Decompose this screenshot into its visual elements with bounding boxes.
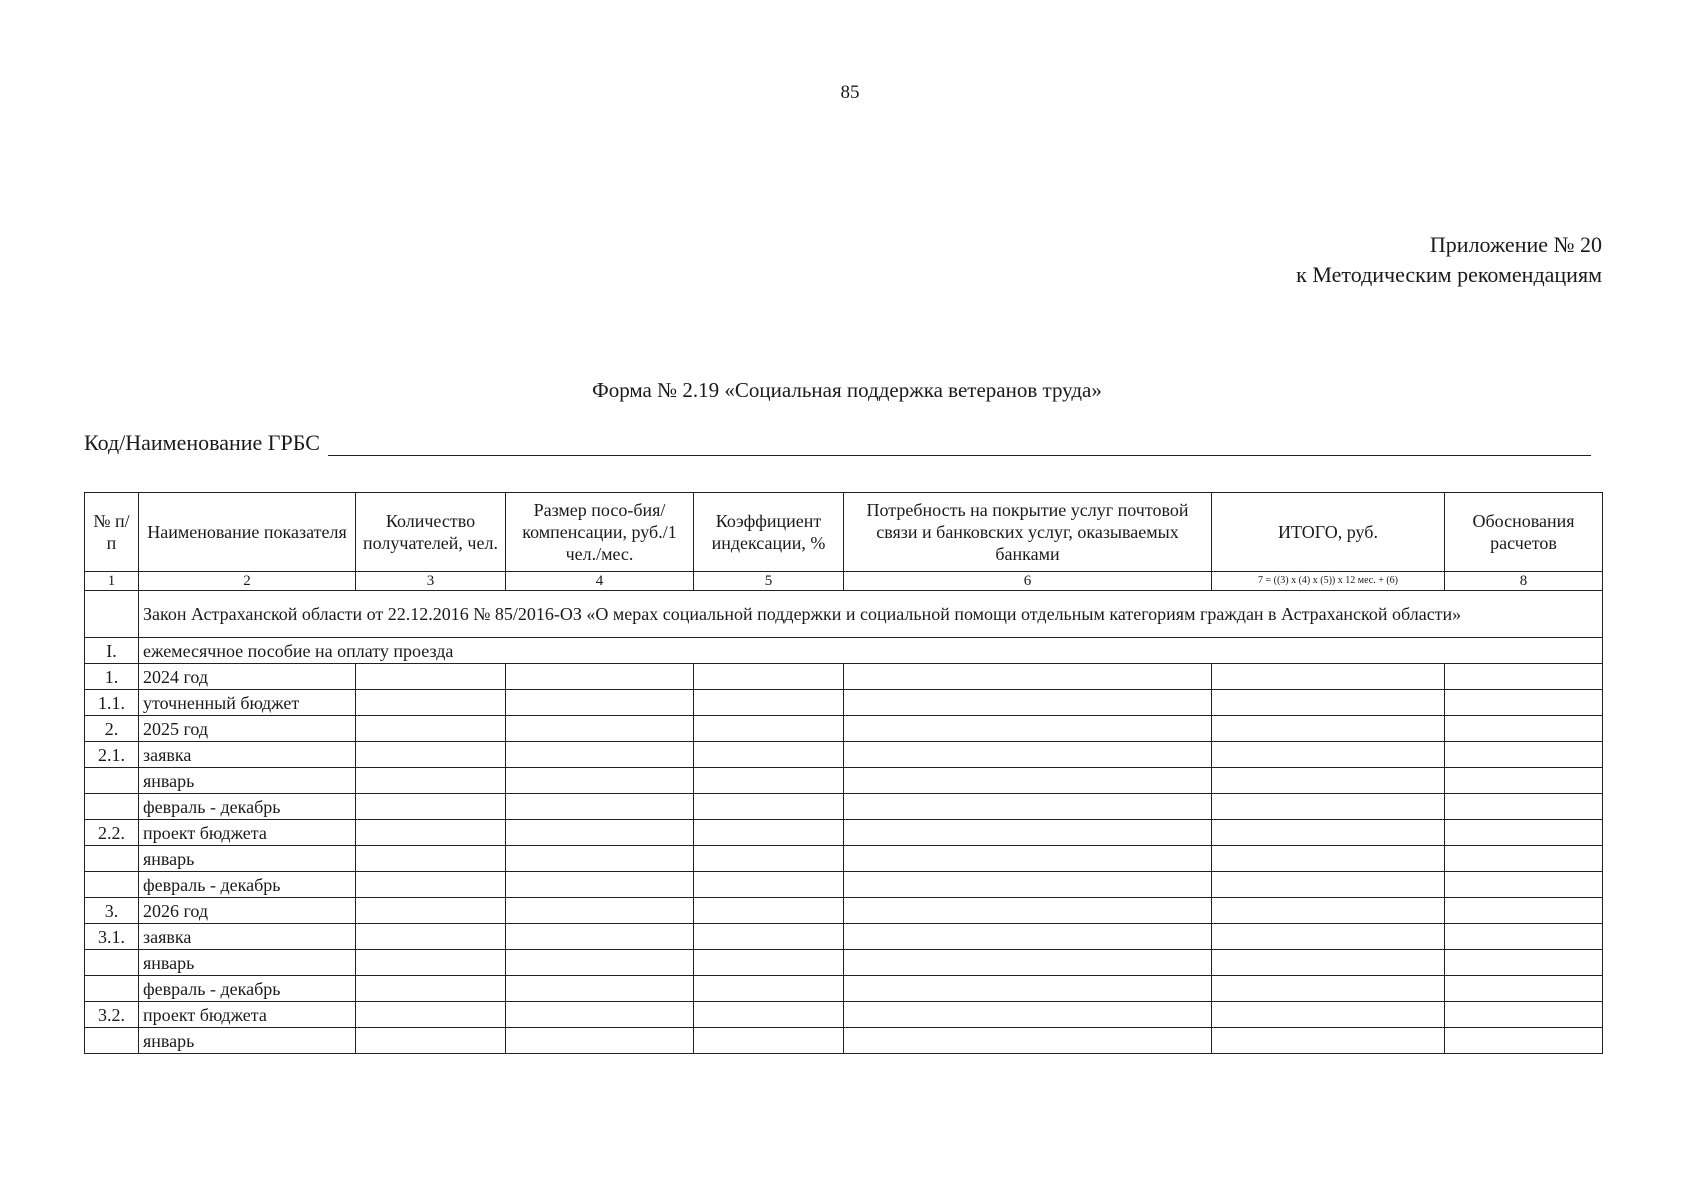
empty-value-cell <box>1212 846 1445 872</box>
row-number: 2. <box>85 716 139 742</box>
empty-value-cell <box>356 1002 506 1028</box>
table-row <box>85 742 1603 768</box>
form-title: Форма № 2.19 «Социальная поддержка ветеранов труда» <box>592 378 1102 402</box>
row-number <box>85 950 139 976</box>
row-number: 3. <box>85 898 139 924</box>
row-number <box>85 1028 139 1054</box>
empty-value-cell <box>356 976 506 1002</box>
row-label: январь <box>139 846 356 872</box>
row-number: 2.2. <box>85 820 139 846</box>
empty-value-cell <box>844 742 1212 768</box>
empty-value-cell <box>844 794 1212 820</box>
table-row <box>85 1028 1603 1054</box>
empty-value-cell <box>506 690 694 716</box>
empty-value-cell <box>506 976 694 1002</box>
empty-value-cell <box>1445 1028 1603 1054</box>
empty-value-cell <box>844 898 1212 924</box>
empty-value-cell <box>1212 1028 1445 1054</box>
row-label: заявка <box>139 924 356 950</box>
empty-value-cell <box>506 742 694 768</box>
grbs-field <box>84 430 1591 456</box>
header-cell: Количество получателей, чел. <box>356 493 506 572</box>
row-label: февраль - декабрь <box>139 872 356 898</box>
table-row <box>85 924 1603 950</box>
empty-value-cell <box>1212 1002 1445 1028</box>
empty-value-cell <box>844 1002 1212 1028</box>
row-number <box>85 872 139 898</box>
table-row <box>85 794 1603 820</box>
header-cell: Размер посо-бия/компенсации, руб./1 чел./мес. <box>506 493 694 572</box>
empty-value-cell <box>844 976 1212 1002</box>
empty-value-cell <box>506 1002 694 1028</box>
table-row <box>85 716 1603 742</box>
row-label: февраль - декабрь <box>139 794 356 820</box>
empty-value-cell <box>356 1028 506 1054</box>
table-row <box>85 950 1603 976</box>
empty-value-cell <box>1445 1002 1603 1028</box>
table-row <box>85 690 1603 716</box>
empty-value-cell <box>844 664 1212 690</box>
row-label: 2024 год <box>139 664 356 690</box>
header-cell: Наименование показателя <box>139 493 356 572</box>
table-row <box>85 872 1603 898</box>
law-row <box>85 591 1603 638</box>
page-number: 85 <box>840 82 860 103</box>
empty-value-cell <box>1445 664 1603 690</box>
empty-value-cell <box>694 924 844 950</box>
empty-value-cell <box>1445 846 1603 872</box>
law-number-cell <box>85 591 139 638</box>
row-number: 3.1. <box>85 924 139 950</box>
empty-value-cell <box>356 742 506 768</box>
empty-value-cell <box>356 768 506 794</box>
form-table <box>84 492 1603 1054</box>
grbs-fill-line <box>328 433 1591 456</box>
row-label: уточненный бюджет <box>139 690 356 716</box>
grbs-label: Код/Наименование ГРБС <box>84 430 320 455</box>
table-row <box>85 1002 1603 1028</box>
row-number <box>85 976 139 1002</box>
appendix-line-2: к Методическим рекомендациям <box>1296 262 1602 287</box>
empty-value-cell <box>844 716 1212 742</box>
column-number-cell: 7 = ((3) x (4) x (5)) x 12 мес. + (6) <box>1212 572 1445 591</box>
empty-value-cell <box>1212 768 1445 794</box>
empty-value-cell <box>506 898 694 924</box>
empty-value-cell <box>1212 898 1445 924</box>
column-number-cell: 6 <box>844 572 1212 591</box>
empty-value-cell <box>356 924 506 950</box>
table-row <box>85 898 1603 924</box>
empty-value-cell <box>506 950 694 976</box>
empty-value-cell <box>694 716 844 742</box>
empty-value-cell <box>694 950 844 976</box>
empty-value-cell <box>1212 664 1445 690</box>
empty-value-cell <box>694 872 844 898</box>
empty-value-cell <box>356 690 506 716</box>
empty-value-cell <box>1212 794 1445 820</box>
row-number: 1.1. <box>85 690 139 716</box>
empty-value-cell <box>844 820 1212 846</box>
row-number: 1. <box>85 664 139 690</box>
empty-value-cell <box>844 690 1212 716</box>
row-label: 2026 год <box>139 898 356 924</box>
row-label: январь <box>139 950 356 976</box>
empty-value-cell <box>506 768 694 794</box>
header-cell: Потребность на покрытие услуг почтовой связи и банковских услуг, оказываемых банками <box>844 493 1212 572</box>
empty-value-cell <box>694 846 844 872</box>
empty-value-cell <box>506 872 694 898</box>
row-number <box>85 794 139 820</box>
empty-value-cell <box>1212 924 1445 950</box>
header-cell: ИТОГО, руб. <box>1212 493 1445 572</box>
empty-value-cell <box>506 820 694 846</box>
empty-value-cell <box>694 820 844 846</box>
row-label: 2025 год <box>139 716 356 742</box>
row-number: 2.1. <box>85 742 139 768</box>
empty-value-cell <box>1445 742 1603 768</box>
row-label: проект бюджета <box>139 820 356 846</box>
empty-value-cell <box>1445 820 1603 846</box>
row-number <box>85 768 139 794</box>
empty-value-cell <box>506 716 694 742</box>
empty-value-cell <box>1445 924 1603 950</box>
empty-value-cell <box>356 716 506 742</box>
empty-value-cell <box>694 976 844 1002</box>
table-row <box>85 664 1603 690</box>
empty-value-cell <box>1212 716 1445 742</box>
empty-value-cell <box>506 846 694 872</box>
header-cell: Коэффициент индексации, % <box>694 493 844 572</box>
row-label: проект бюджета <box>139 1002 356 1028</box>
empty-value-cell <box>1445 716 1603 742</box>
empty-value-cell <box>356 950 506 976</box>
empty-value-cell <box>356 794 506 820</box>
empty-value-cell <box>694 690 844 716</box>
empty-value-cell <box>1445 794 1603 820</box>
empty-value-cell <box>694 664 844 690</box>
section-label: ежемесячное пособие на оплату проезда <box>139 638 1603 664</box>
empty-value-cell <box>356 820 506 846</box>
empty-value-cell <box>844 950 1212 976</box>
column-number-row <box>85 572 1603 591</box>
empty-value-cell <box>1445 898 1603 924</box>
empty-value-cell <box>356 664 506 690</box>
empty-value-cell <box>1212 820 1445 846</box>
column-number-cell: 8 <box>1445 572 1603 591</box>
empty-value-cell <box>694 742 844 768</box>
appendix-line-1: Приложение № 20 <box>1429 232 1602 257</box>
table-row <box>85 768 1603 794</box>
header-cell: Обоснования расчетов <box>1445 493 1603 572</box>
appendix-reference <box>1296 230 1602 290</box>
empty-value-cell <box>844 768 1212 794</box>
header-row <box>85 493 1603 572</box>
empty-value-cell <box>844 872 1212 898</box>
empty-value-cell <box>694 794 844 820</box>
column-number-cell: 1 <box>85 572 139 591</box>
law-text: Закон Астраханской области от 22.12.2016 № 85/2016-ОЗ «О мерах социальной поддержки и социальной помощи отдельным категориям граждан в Астраханской области» <box>139 591 1603 638</box>
table-row <box>85 820 1603 846</box>
empty-value-cell <box>1212 742 1445 768</box>
empty-value-cell <box>356 898 506 924</box>
empty-value-cell <box>1445 768 1603 794</box>
row-label: февраль - декабрь <box>139 976 356 1002</box>
empty-value-cell <box>1445 950 1603 976</box>
empty-value-cell <box>694 1002 844 1028</box>
header-cell: № п/п <box>85 493 139 572</box>
empty-value-cell <box>694 768 844 794</box>
empty-value-cell <box>506 924 694 950</box>
table-row <box>85 976 1603 1002</box>
row-label: январь <box>139 1028 356 1054</box>
empty-value-cell <box>1212 950 1445 976</box>
row-label: заявка <box>139 742 356 768</box>
empty-value-cell <box>844 924 1212 950</box>
empty-value-cell <box>356 872 506 898</box>
column-number-cell: 5 <box>694 572 844 591</box>
column-number-cell: 2 <box>139 572 356 591</box>
empty-value-cell <box>844 1028 1212 1054</box>
section-number: I. <box>85 638 139 664</box>
empty-value-cell <box>506 664 694 690</box>
empty-value-cell <box>1445 976 1603 1002</box>
empty-value-cell <box>844 846 1212 872</box>
empty-value-cell <box>1212 690 1445 716</box>
column-number-cell: 4 <box>506 572 694 591</box>
empty-value-cell <box>356 846 506 872</box>
row-number: 3.2. <box>85 1002 139 1028</box>
empty-value-cell <box>1212 872 1445 898</box>
row-label: январь <box>139 768 356 794</box>
empty-value-cell <box>1212 976 1445 1002</box>
column-number-cell: 3 <box>356 572 506 591</box>
row-number <box>85 846 139 872</box>
empty-value-cell <box>506 1028 694 1054</box>
empty-value-cell <box>1445 872 1603 898</box>
table-row <box>85 846 1603 872</box>
form-table-wrapper <box>84 492 1602 1054</box>
empty-value-cell <box>694 1028 844 1054</box>
empty-value-cell <box>506 794 694 820</box>
empty-value-cell <box>694 898 844 924</box>
empty-value-cell <box>1445 690 1603 716</box>
section-row <box>85 638 1603 664</box>
